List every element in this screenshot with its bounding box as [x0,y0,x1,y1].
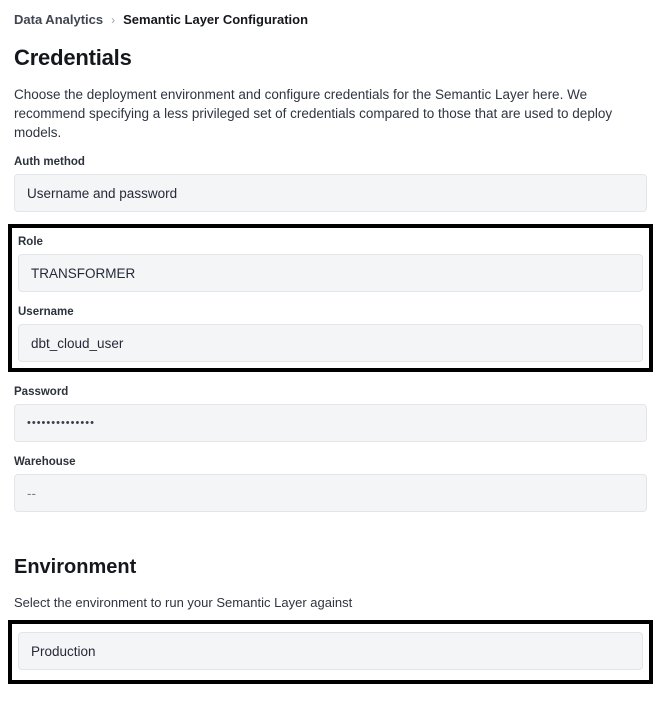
username-label: Username [18,306,74,318]
breadcrumb-current: Semantic Layer Configuration [123,12,309,27]
field-username [18,306,643,362]
role-label: Role [18,236,43,248]
auth-method-select[interactable]: Username and password [14,174,647,212]
environment-description: Select the environment to run your Semantic Layer against [14,595,353,610]
breadcrumb-parent-link[interactable]: Data Analytics [14,12,104,27]
field-warehouse [14,456,647,512]
environment-title: Environment [14,556,137,578]
credentials-description: Choose the deployment environment and configure credentials for the Semantic Layer here. We recommend specifying a less privileged set of credentials compared to those that are used to deploy models. [14,87,613,140]
environment-select[interactable]: Production [18,632,643,670]
username-input[interactable]: dbt_cloud_user [18,324,643,362]
environment-section [14,556,647,684]
warehouse-label: Warehouse [14,456,76,468]
highlight-box-role-username [8,224,653,372]
page-title: Credentials [14,45,132,70]
chevron-right-icon: › [111,12,116,27]
role-input[interactable]: TRANSFORMER [18,254,643,292]
highlight-box-environment [8,620,653,684]
page-content [0,45,661,684]
field-password [14,386,647,442]
auth-method-label: Auth method [14,156,85,168]
password-input[interactable]: •••••••••••••• [14,404,647,442]
password-label: Password [14,386,69,398]
warehouse-input[interactable]: -- [14,474,647,512]
field-role [18,236,643,292]
breadcrumb [0,0,661,27]
field-auth-method [14,156,647,212]
